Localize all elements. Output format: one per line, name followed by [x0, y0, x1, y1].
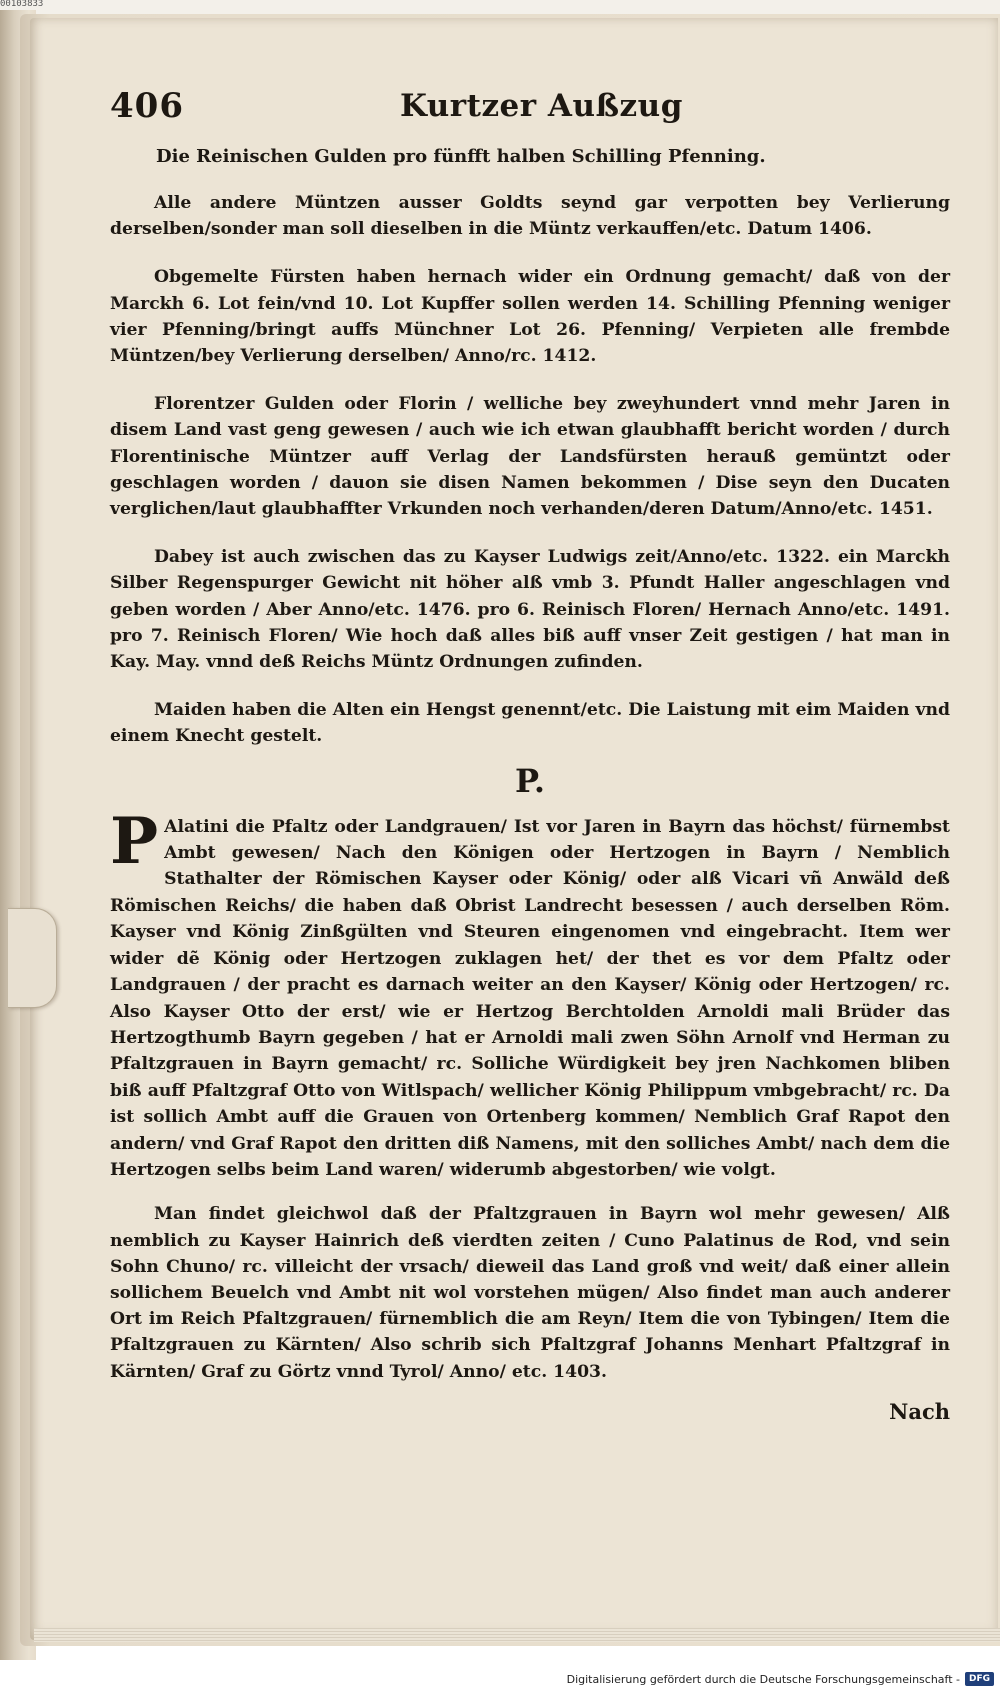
paragraph-1: [110, 190, 950, 242]
scan-code: 00103833: [0, 0, 44, 9]
page-number: 406: [110, 86, 184, 126]
credit-text: Digitalisierung gefördert durch die Deutsche Forschungsgemeinschaft -: [566, 1672, 960, 1686]
section-paragraph-1: [110, 803, 950, 1184]
spacer: [110, 1183, 950, 1201]
paragraph-text: Alatini die Pfaltz oder Landgrauen/ Ist vor Jaren in Bayrn das höchst/ fürnembst Ambt gewesen/ Nach den Königen oder Hertzogen in Bayrn / Nemblich Stathalter der Römischen Kayser oder König/ oder alß Vicari vñ Anwäld deß Römischen Reichs/ die haben daß Obrist Landrecht besessen / auch derselben Röm. Kayser vnd König Zinßgülten vnd Steuren eingenomen vnd eingebracht. Item wer wider dẽ König oder Hertzogen zuklagen het/ der thet es vor dem Pfaltz oder Landgrauen / der pracht es darnach weiter an den Kayser/ König oder Hertzogen/ rc. Also Kayser Otto der erst/ wie er Hertzog Berchtolden Arnoldi mali Brüder das Hertzogthumb Bayrn gegeben / hat er Arnoldi mali zwen Söhn Arnolf vnd Herman zu Pfaltzgrauen in Bayrn gemacht/ rc. Solliche Würdigkeit bey jren Nachkomen bliben biß auff Pfaltzgraf Otto von Witlspach/ wellicher König Philippum vmbgebracht/ rc. Da ist sollich Ambt auff die Grauen von Ortenberg kommen/ Nemblich Graf Rapot den andern/ vnd Graf Rapot den dritten diß Namens, mit den solliches Ambt/ nach dem die Hertzogen selbs beim Land waren/ widerumb abgestorben/ wie volgt.: [110, 816, 950, 1180]
spacer: [110, 369, 950, 391]
running-title: Kurtzer Außzug: [400, 88, 683, 124]
paragraph-text: Obgemelte Fürsten haben hernach wider ein Ordnung gemacht/ daß von der Marckh 6. Lot fein/vnd 10. Lot Kupffer sollen werden 14. Schilling Pfenning weniger vier Pfenning/bringt auffs Münchner Lot 26. Pfenning/ Verpieten alle frembde Müntzen/bey Verlierung derselben/ Anno/rc. 1412.: [110, 267, 950, 367]
digitization-credit: [567, 1672, 994, 1686]
drop-cap: P: [110, 803, 159, 879]
paragraph-text: Maiden haben die Alten ein Hengst genennt/etc. Die Laistung mit eim Maiden vnd einem Knecht gestelt.: [110, 700, 950, 747]
page-clip: [8, 908, 57, 1008]
spacer: [110, 242, 950, 264]
paragraph-4: [110, 544, 950, 675]
opening-line: Die Reinischen Gulden pro fünfft halben Schilling Pfenning.: [156, 146, 766, 167]
spacer: [110, 675, 950, 697]
scan-top-strip: [0, 0, 1000, 14]
section-letter: P.: [515, 761, 545, 800]
paragraph-3: [110, 391, 950, 522]
catchword: Nach: [889, 1398, 950, 1424]
dfg-logo-icon: DFG: [965, 1672, 994, 1686]
page-text: [110, 84, 950, 1435]
page-edge-lines: [34, 1628, 1000, 1642]
catchword-row: [110, 1395, 950, 1435]
paragraph-text: Florentzer Gulden oder Florin / welliche bey zweyhundert vnnd mehr Jaren in disem Land vast geng gewesen / auch wie ich etwan glaubhafft bericht worden / durch Florentinische Müntzer auff Verlag der Landsfürsten herauß gemüntzt oder geschlagen worden / dauon sie disen Namen bekommen / Dise seyn den Ducaten verglichen/laut glaubhaffter Vrkunden noch verhanden/deren Datum/Anno/etc. 1451.: [110, 394, 950, 520]
paragraph-5: [110, 697, 950, 749]
paragraph-text: Man findet gleichwol daß der Pfaltzgrauen in Bayrn wol mehr gewesen/ Alß nemblich zu Kayser Hainrich deß vierdten zeiten / Cuno Palatinus de Rod, vnd sein Sohn Chuno/ rc. villeicht der vrsach/ dieweil das Land groß vnd weit/ daß einer allein sollichem Beuelch vnd Ambt nit wol vorstehen mügen/ Also findet man auch anderer Ort im Reich Pfaltzgrauen/ fürnemblich die am Reyn/ Item die von Tybingen/ Item die Pfaltzgrauen zu Kärnten/ Also schrib sich Pfaltzgraf Johanns Menhart Pfaltzgraf in Kärnten/ Graf zu Görtz vnnd Tyrol/ Anno/ etc. 1403.: [110, 1204, 950, 1382]
spacer: [110, 522, 950, 544]
section-paragraph-2: [110, 1201, 950, 1384]
paragraph-text: Dabey ist auch zwischen das zu Kayser Ludwigs zeit/Anno/etc. 1322. ein Marckh Silber Regenspurger Gewicht nit höher alß vmb 3. Pfundt Haller angeschlagen vnd geben worden / Aber Anno/etc. 1476. pro 6. Reinisch Floren/ Hernach Anno/etc. 1491. pro 7. Reinisch Floren/ Wie hoch daß alles biß auff vnser Zeit gestigen / hat man in Kay. May. vnnd deß Reichs Müntz Ordnungen zufinden.: [110, 547, 950, 673]
paragraph-2: [110, 264, 950, 369]
page-header: [110, 84, 950, 144]
paragraph-text: Alle andere Müntzen ausser Goldts seynd gar verpotten bey Verlierung derselben/sonder man soll dieselben in die Müntz verkauffen/etc. Datum 1406.: [110, 193, 950, 240]
